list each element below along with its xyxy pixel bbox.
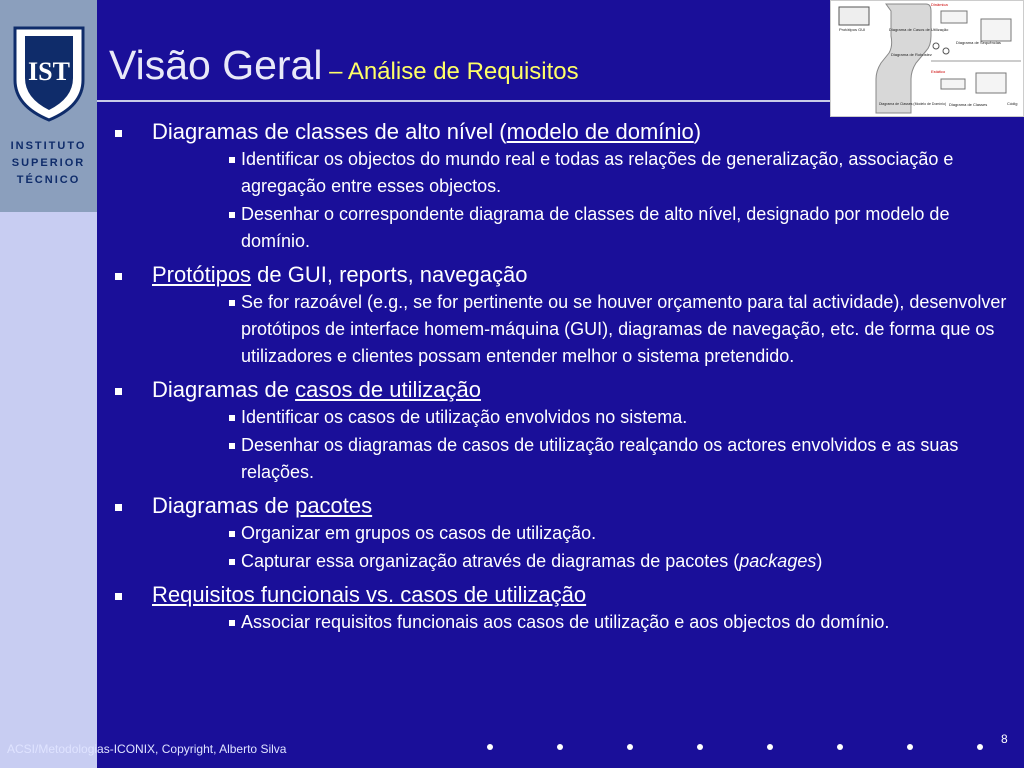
square-bullet-icon	[115, 504, 122, 511]
sub-bullet-text: Desenhar os diagramas de casos de utilização realçando os actores envolvidos e as suas relações.	[241, 435, 959, 482]
sub-bullet-item	[113, 548, 1013, 575]
bullet-text: Diagramas de	[152, 377, 296, 402]
square-bullet-icon	[229, 157, 235, 163]
sidebar	[0, 0, 97, 768]
ist-logo	[0, 0, 97, 212]
dot-ornament	[767, 744, 773, 750]
sub-bullet-text: Associar requisitos funcionais aos casos de utilização e aos objectos do domínio.	[241, 612, 890, 632]
dot-ornament	[557, 744, 563, 750]
sub-bullet-item	[113, 520, 1013, 547]
dot-ornament	[977, 744, 983, 750]
sub-bullet-text: Identificar os casos de utilização envolvidos no sistema.	[241, 407, 688, 427]
link-pacotes[interactable]: pacotes	[295, 493, 373, 518]
link-requisitos-funcionais[interactable]: Requisitos funcionais vs. casos de utilização	[152, 582, 587, 607]
footer-dots	[487, 744, 987, 754]
dot-ornament	[907, 744, 913, 750]
square-bullet-icon	[115, 388, 122, 395]
thumb-label: Códig	[1007, 101, 1018, 106]
thumb-label: Dinâmica	[931, 2, 948, 7]
bullet-item	[113, 581, 1013, 608]
square-bullet-icon	[115, 593, 122, 600]
sub-bullet-text: Se for razoável (e.g., se for pertinente ou se houver orçamento para tal actividade), desenvolver protótipos de interface homem-máquina (GUI), diagramas de navegação, etc. de forma que os utilizadores e clientes possam entender melhor o sistema pretendido.	[241, 292, 1007, 366]
thumb-label: Estático	[931, 69, 946, 74]
slide-title	[109, 42, 579, 89]
process-diagram-thumbnail	[830, 0, 1024, 117]
bullet-text: de GUI, reports, navegação	[251, 262, 528, 287]
square-bullet-icon	[229, 559, 235, 565]
bullet-text: )	[693, 119, 702, 144]
link-modelo-de-dominio[interactable]: modelo de domínio	[506, 119, 694, 144]
sub-bullet-text: Identificar os objectos do mundo real e todas as relações de generalização, associação e agregação entre esses objectos.	[241, 149, 954, 196]
link-casos-de-utilizacao[interactable]: casos de utilização	[295, 377, 481, 402]
title-sub: – Análise de Requisitos	[322, 58, 579, 85]
square-bullet-icon	[229, 212, 235, 218]
footer-text: ACSI/Metodologias-ICONIX, Copyright, Alberto Silva	[7, 742, 287, 756]
square-bullet-icon	[229, 531, 235, 537]
slide	[97, 0, 1024, 768]
svg-text:IST: IST	[28, 57, 70, 86]
process-diagram	[831, 1, 1023, 116]
sub-bullet-emphasis: packages	[739, 551, 817, 571]
thumb-label: Diagrama de Classes	[949, 102, 988, 107]
sub-bullet-item	[113, 289, 1013, 370]
bullet-item	[113, 118, 1013, 145]
dot-ornament	[627, 744, 633, 750]
logo-line: TÉCNICO	[16, 174, 81, 186]
square-bullet-icon	[229, 620, 235, 626]
thumb-label: Diagrama de Casos de Utilização	[889, 27, 949, 32]
sub-bullet-item	[113, 201, 1013, 255]
thumb-label: Diagrama de Classes (Modelo de Domínio)	[879, 102, 947, 106]
sub-bullet-text: )	[816, 551, 823, 571]
bullet-text: Diagramas de classes de alto nível (	[152, 119, 507, 144]
sub-bullet-item	[113, 609, 1013, 636]
bullet-item	[113, 376, 1013, 403]
page-number: 8	[1001, 732, 1008, 746]
square-bullet-icon	[115, 273, 122, 280]
dot-ornament	[697, 744, 703, 750]
square-bullet-icon	[229, 300, 235, 306]
bullet-list	[113, 112, 1013, 636]
sub-bullet-item	[113, 146, 1013, 200]
square-bullet-icon	[229, 415, 235, 421]
square-bullet-icon	[229, 443, 235, 449]
sub-bullet-text: Organizar em grupos os casos de utilização.	[241, 523, 597, 543]
bullet-text: Diagramas de	[152, 493, 296, 518]
dot-ornament	[837, 744, 843, 750]
title-main: Visão Geral	[109, 42, 323, 88]
shield-icon	[13, 26, 85, 122]
square-bullet-icon	[115, 130, 122, 137]
logo-line: INSTITUTO	[10, 140, 87, 152]
link-prototipos[interactable]: Protótipos	[152, 262, 252, 287]
sub-bullet-item	[113, 432, 1013, 486]
sub-bullet-text: Capturar essa organização através de diagramas de pacotes (	[241, 551, 740, 571]
thumb-label: Diagrama de Robustez	[891, 52, 932, 57]
thumb-label: Protótipos GUI	[839, 27, 866, 32]
dot-ornament	[487, 744, 493, 750]
logo-line: SUPERIOR	[11, 157, 86, 169]
sub-bullet-item	[113, 404, 1013, 431]
bullet-item	[113, 261, 1013, 288]
sub-bullet-text: Desenhar o correspondente diagrama de classes de alto nível, designado por modelo de domínio.	[241, 204, 950, 251]
bullet-item	[113, 492, 1013, 519]
thumb-label: Diagrama de Sequências	[956, 40, 1001, 45]
